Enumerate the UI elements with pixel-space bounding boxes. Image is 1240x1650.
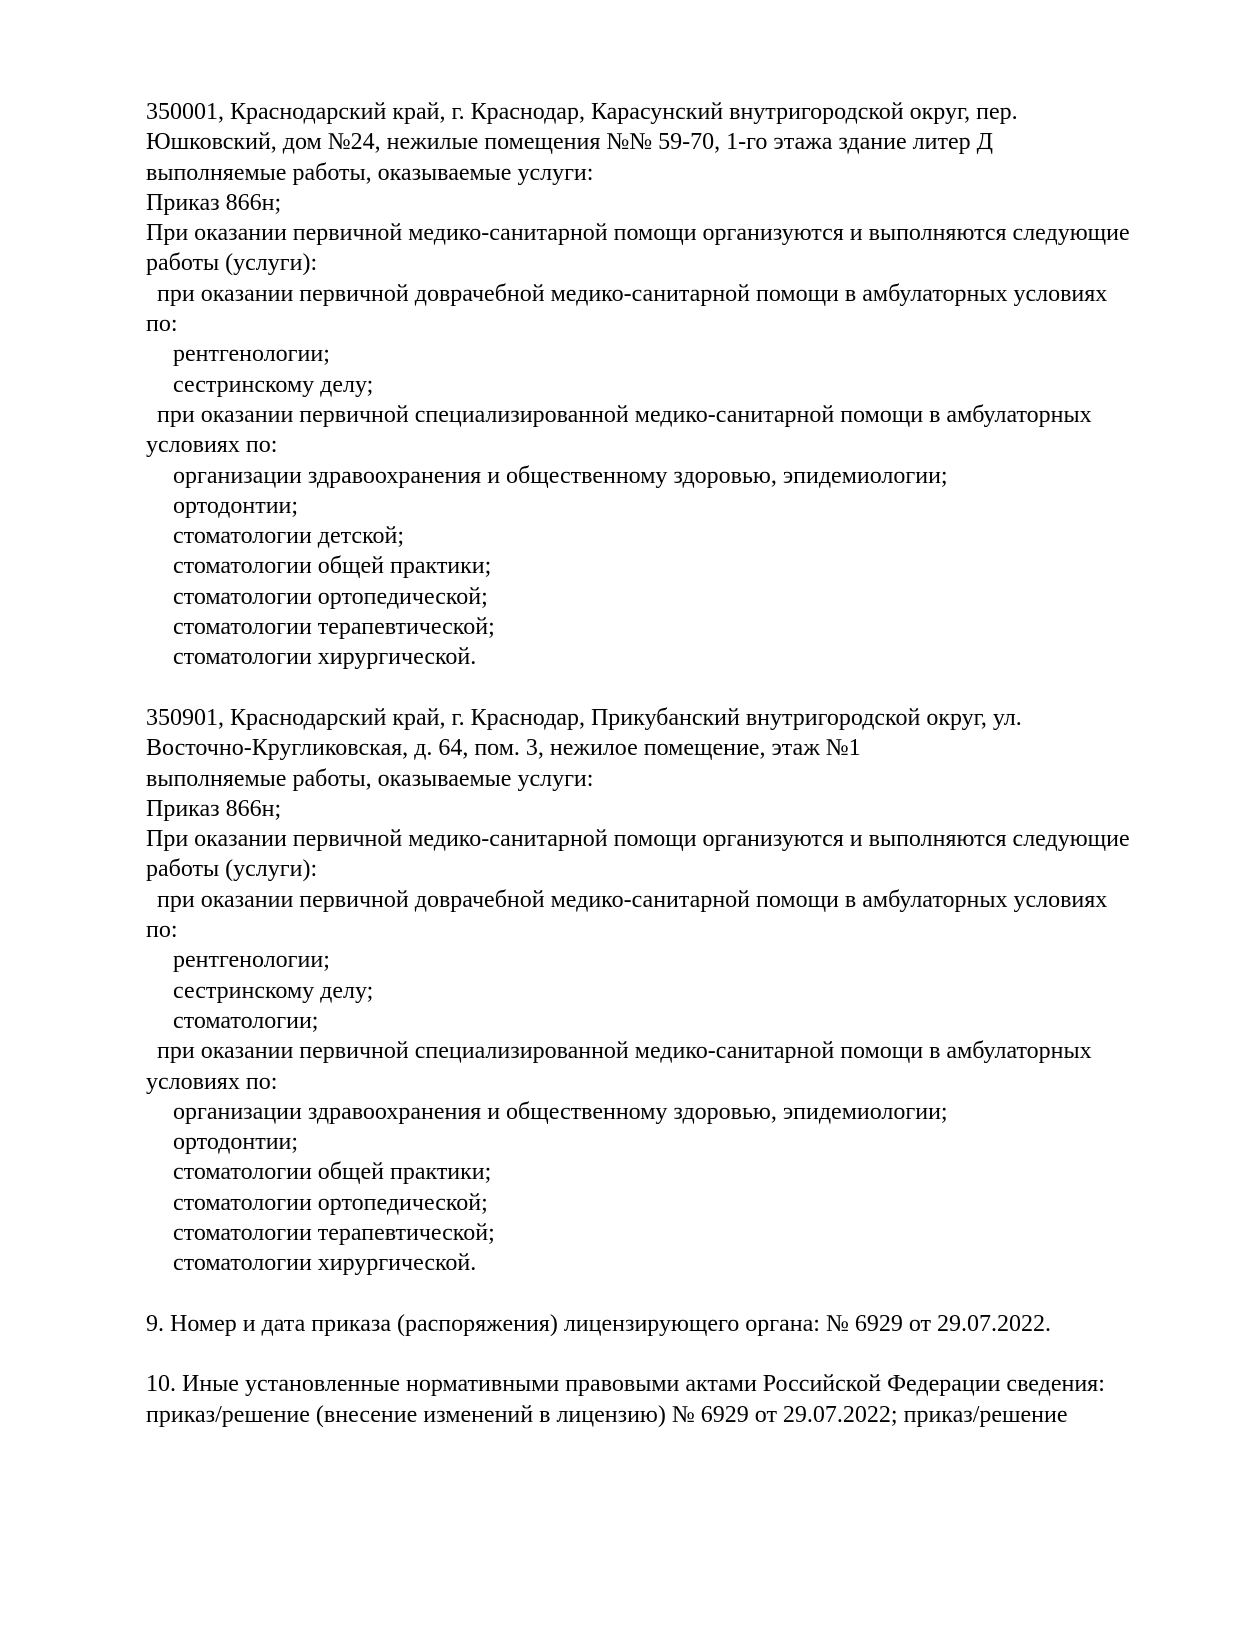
document-line: при оказании первичной специализированной медико-санитарной помощи в амбулаторных	[157, 1038, 1092, 1065]
document-line: стоматологии детской;	[173, 523, 405, 550]
document-line: по:	[146, 311, 178, 338]
document-line: 350901, Краснодарский край, г. Краснодар, Прикубанский внутригородской округ, ул.	[146, 704, 1022, 731]
document-line: организации здравоохранения и общественному здоровью, эпидемиологии;	[173, 1098, 948, 1125]
document-line: стоматологии хирургической.	[173, 1250, 477, 1277]
document-line: организации здравоохранения и общественному здоровью, эпидемиологии;	[173, 462, 948, 489]
document-line: по:	[146, 917, 178, 944]
license-document-text	[146, 97, 1166, 1430]
document-line: Приказ 866н;	[146, 795, 282, 822]
document-line: стоматологии;	[173, 1007, 319, 1034]
document-line: работы (услуги):	[146, 250, 318, 277]
document-line: выполняемые работы, оказываемые услуги:	[146, 159, 594, 186]
document-line: сестринскому делу;	[173, 371, 374, 398]
document-line: при оказании первичной специализированной медико-санитарной помощи в амбулаторных	[157, 401, 1092, 428]
document-line: условиях по:	[146, 1068, 278, 1095]
document-line: условиях по:	[146, 432, 278, 459]
document-line: стоматологии ортопедической;	[173, 583, 488, 610]
document-line: стоматологии ортопедической;	[173, 1189, 488, 1216]
document-line: 10. Иные установленные нормативными правовыми актами Российской Федерации сведения:	[146, 1371, 1105, 1398]
document-line: Восточно-Кругликовская, д. 64, пом. 3, нежилое помещение, этаж №1	[146, 735, 861, 762]
document-line: при оказании первичной доврачебной медико-санитарной помощи в амбулаторных условиях	[157, 886, 1108, 913]
document-line: стоматологии терапевтической;	[173, 1219, 495, 1246]
document-line: Приказ 866н;	[146, 189, 282, 216]
document-line: приказ/решение (внесение изменений в лицензию) № 6929 от 29.07.2022; приказ/решение	[146, 1401, 1068, 1428]
section-clause-10	[146, 1369, 1166, 1430]
document-line: При оказании первичной медико-санитарной помощи организуются и выполняются следующие	[146, 220, 1130, 247]
document-line: при оказании первичной доврачебной медико-санитарной помощи в амбулаторных условиях	[157, 280, 1108, 307]
document-line: ортодонтии;	[173, 1129, 299, 1156]
document-line: стоматологии терапевтической;	[173, 614, 495, 641]
section-clause-9	[146, 1309, 1166, 1339]
document-line: 9. Номер и дата приказа (распоряжения) лицензирующего органа: № 6929 от 29.07.2022.	[146, 1310, 1052, 1337]
document-line: рентгенологии;	[173, 947, 330, 974]
document-line: рентгенологии;	[173, 341, 330, 368]
section-location-350001	[146, 97, 1166, 673]
document-line: Юшковский, дом №24, нежилые помещения №№ 59-70, 1-го этажа здание литер Д	[146, 129, 993, 156]
document-line: стоматологии общей практики;	[173, 553, 492, 580]
document-line: работы (услуги):	[146, 856, 318, 883]
document-line: При оказании первичной медико-санитарной помощи организуются и выполняются следующие	[146, 826, 1130, 853]
document-line: сестринскому делу;	[173, 977, 374, 1004]
document-line: выполняемые работы, оказываемые услуги:	[146, 765, 594, 792]
document-line: ортодонтии;	[173, 492, 299, 519]
document-line: стоматологии хирургической.	[173, 644, 477, 671]
document-line: стоматологии общей практики;	[173, 1159, 492, 1186]
section-location-350901	[146, 703, 1166, 1279]
document-line: 350001, Краснодарский край, г. Краснодар, Карасунский внутригородской округ, пер.	[146, 99, 1018, 125]
